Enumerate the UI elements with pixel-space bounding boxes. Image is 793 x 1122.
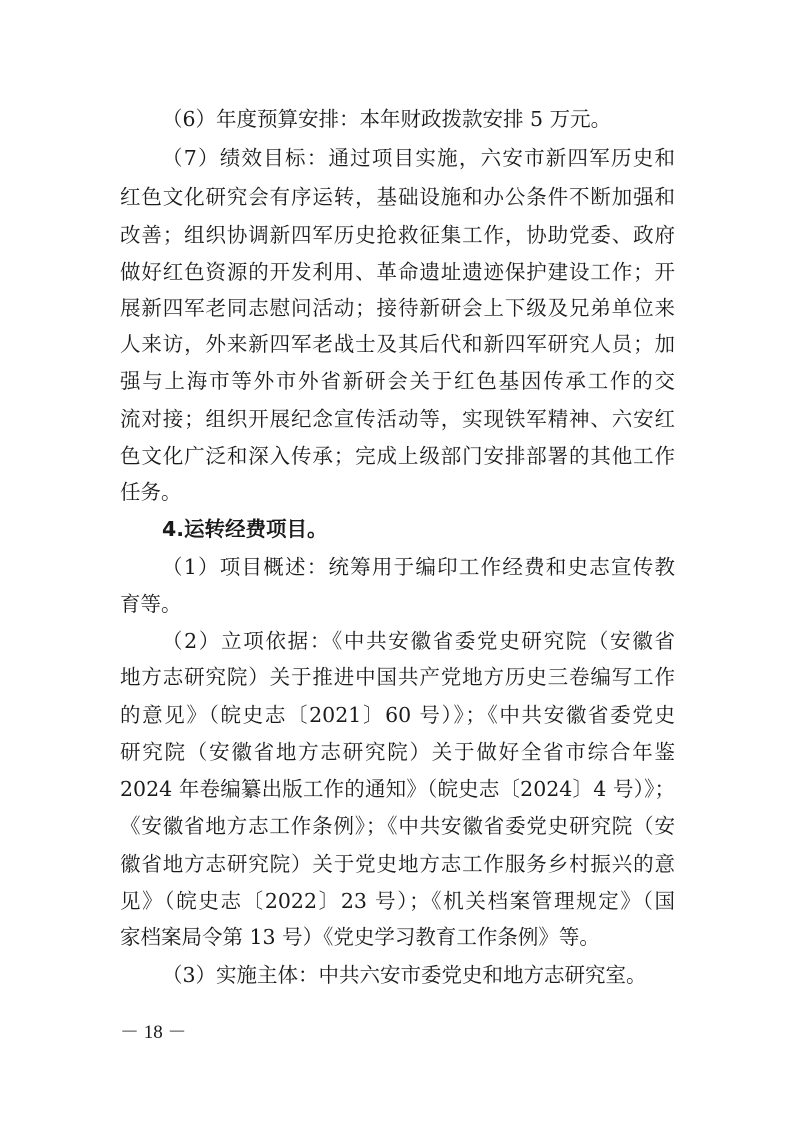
text-line: 地方志研究院）关于推进中国共产党地方历史三卷编写工作: [120, 665, 675, 689]
text-line: 《安徽省地方志工作条例》；《中共安徽省委党史研究院（安: [120, 814, 675, 838]
text-line: 展新四军老同志慰问活动；接待新研会上下级及兄弟单位来: [120, 296, 675, 320]
text-line: 红色文化研究会有序运转，基础设施和办公条件不断加强和: [120, 185, 675, 209]
text-line: 见》（皖史志〔2022〕23 号）；《机关档案管理规定》（国: [120, 889, 675, 913]
text-line: 育等。: [120, 592, 182, 616]
text-line: （1）项目概述：统筹用于编印工作经费和史志宣传教: [162, 555, 675, 579]
text-line: 流对接；组织开展纪念宣传活动等，实现铁军精神、六安红: [120, 407, 675, 431]
text-line: 的意见》（皖史志〔2021〕60 号）》；《中共安徽省委党史: [120, 703, 675, 727]
text-line: 家档案局令第 13 号）《党史学习教育工作条例》等。: [120, 925, 600, 949]
page-number: － 18 －: [120, 1022, 187, 1043]
text-line: （6）年度预算安排：本年财政拨款安排 5 万元。: [162, 107, 612, 131]
text-line: 徽省地方志研究院）关于党史地方志工作服务乡村振兴的意: [120, 852, 675, 876]
text-line: 2024 年卷编纂出版工作的通知》（皖史志〔2024〕4 号）》；: [120, 777, 675, 801]
text-line: 做好红色资源的开发利用、革命遗址遗迹保护建设工作；开: [120, 260, 675, 284]
text-line: （2）立项依据：《中共安徽省委党史研究院（安徽省: [162, 629, 675, 653]
text-line: （7）绩效目标：通过项目实施，六安市新四军历史和: [162, 146, 675, 170]
text-line: 任务。: [120, 480, 182, 504]
text-line: 研究院（安徽省地方志研究院）关于做好全省市综合年鉴: [120, 740, 675, 764]
text-line: 强与上海市等外市外省新研会关于红色基因传承工作的交: [120, 369, 675, 393]
text-line: 人来访，外来新四军老战士及其后代和新四军研究人员；加: [120, 332, 675, 356]
text-line: 改善；组织协调新四军历史抢救征集工作，协助党委、政府: [120, 223, 675, 247]
text-line: 色文化广泛和深入传承；完成上级部门安排部署的其他工作: [120, 444, 675, 468]
section-heading: 4.运转经费项目。: [162, 517, 328, 541]
text-line: （3）实施主体：中共六安市委党史和地方志研究室。: [162, 963, 647, 987]
